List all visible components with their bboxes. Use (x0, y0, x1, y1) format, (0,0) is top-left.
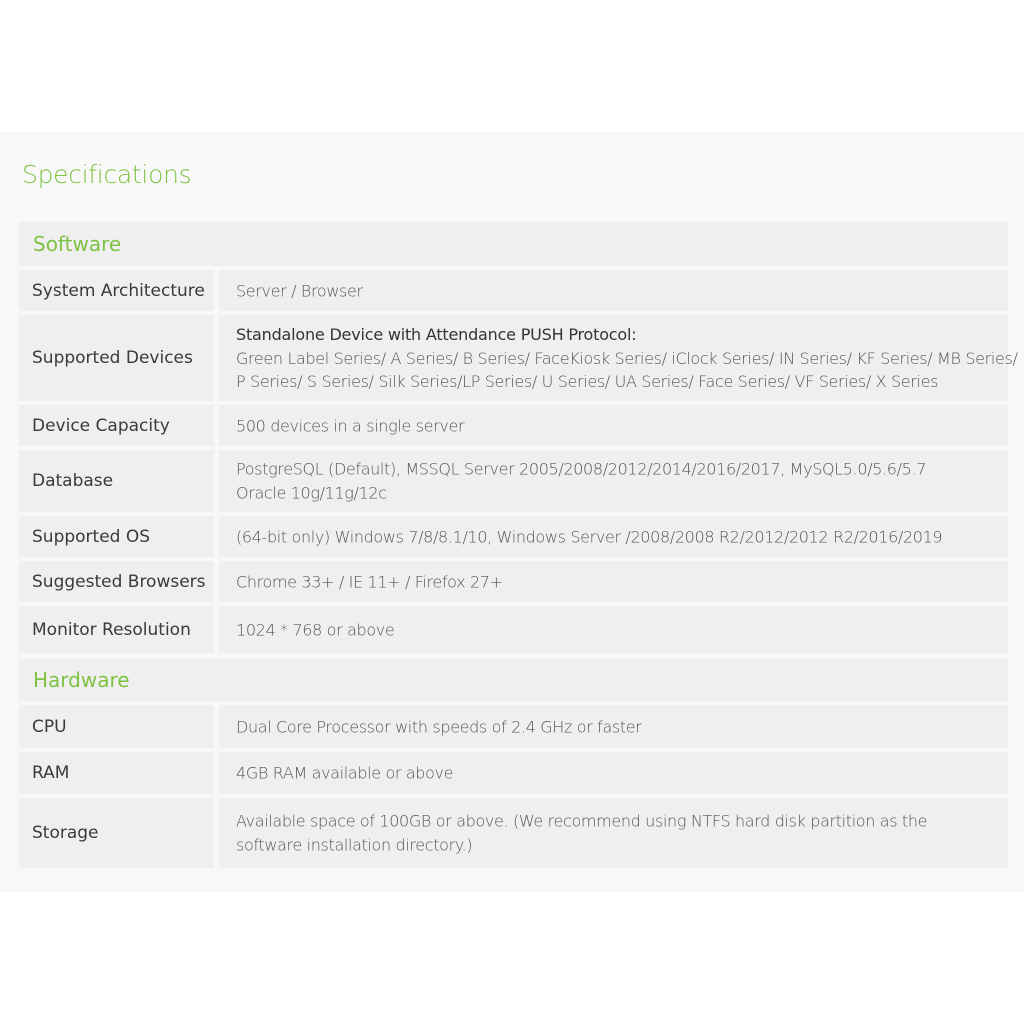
spec-value-heading: Standalone Device with Attendance PUSH Protocol: (236, 324, 637, 344)
spec-label-cell (19, 606, 214, 653)
spec-row-supported-devices (19, 315, 1018, 401)
spec-value-line: P Series/ S Series/ Silk Series/LP Series/ U Series/ UA Series/ Face Series/ VF Series/ X Series (236, 371, 939, 391)
spec-row-system-architecture (19, 270, 1008, 311)
spec-value-line: PostgreSQL (Default), MSSQL Server 2005/2008/2012/2014/2016/2017, MySQL5.0/5.6/5.7 (236, 459, 927, 479)
spec-label-cell (19, 405, 214, 446)
spec-value-line: Chrome 33+ / IE 11+ / Firefox 27+ (236, 571, 503, 591)
spec-value (236, 458, 926, 505)
spec-value-line: (64-bit only) Windows 7/8/8.1/10, Windows Server /2008/2008 R2/2012/2012 R2/2016/2019 (236, 526, 943, 546)
spec-value-line: Dual Core Processor with speeds of 2.4 GHz or faster (236, 716, 642, 736)
spec-value-cell (219, 516, 1008, 557)
spec-value-cell (219, 270, 1008, 311)
spec-label: RAM (32, 763, 70, 783)
spec-value (236, 715, 642, 739)
page-title: Specifications (22, 160, 192, 189)
spec-value-line: Server / Browser (236, 280, 363, 300)
spec-label-cell (19, 315, 214, 401)
spec-value-cell (219, 752, 1008, 794)
spec-row-cpu (19, 705, 1008, 748)
spec-value-line: 4GB RAM available or above (236, 763, 454, 783)
spec-label: Suggested Browsers (32, 571, 206, 592)
spec-value-cell (219, 561, 1008, 602)
section-header-hardware (19, 659, 1008, 701)
spec-label-cell (19, 798, 214, 868)
section-title: Hardware (33, 668, 130, 692)
spec-row-ram (19, 752, 1008, 794)
spec-label-cell (19, 450, 214, 512)
spec-row-storage (19, 798, 1008, 868)
spec-value (236, 525, 942, 549)
spec-label: Monitor Resolution (32, 619, 191, 640)
spec-value-line: Green Label Series/ A Series/ B Series/ FaceKiosk Series/ iClock Series/ IN Series/ KF Series/ MB Series/ (236, 348, 1018, 368)
spec-label: Database (32, 471, 114, 491)
spec-row-device-capacity (19, 405, 1008, 446)
spec-row-monitor-resolution (19, 606, 1008, 653)
spec-value-cell (219, 606, 1008, 653)
spec-value-cell (219, 798, 1008, 868)
spec-label: Supported Devices (32, 348, 193, 368)
spec-row-database (19, 450, 1008, 512)
spec-value-line: Available space of 100GB or above. (We recommend using NTFS hard disk partition as the (236, 811, 928, 831)
spec-label: Supported OS (32, 526, 151, 547)
spec-label-cell (19, 270, 214, 311)
spec-value-cell (219, 315, 1018, 401)
spec-label-cell (19, 705, 214, 748)
spec-label-cell (19, 561, 214, 602)
spec-value (236, 279, 363, 303)
spec-label-cell (19, 752, 214, 794)
spec-label: Storage (32, 823, 99, 843)
spec-row-suggested-browsers (19, 561, 1008, 602)
spec-value (236, 618, 394, 642)
spec-value (236, 570, 503, 594)
spec-label: CPU (32, 716, 67, 737)
spec-value (236, 810, 927, 857)
spec-value (236, 323, 1018, 394)
spec-row-supported-os (19, 516, 1008, 557)
spec-label-cell (19, 516, 214, 557)
spec-value-line: software installation directory.) (236, 835, 473, 854)
section-title: Software (33, 232, 122, 256)
spec-value-cell (219, 405, 1008, 446)
spec-value (236, 414, 464, 438)
spec-label: Device Capacity (32, 415, 170, 436)
spec-value-cell (219, 450, 1008, 512)
spec-value-line: Oracle 10g/11g/12c (236, 483, 387, 502)
spec-value-line: 1024 * 768 or above (236, 619, 395, 639)
spec-value (236, 761, 453, 785)
spec-value-line: 500 devices in a single server (236, 415, 465, 435)
spec-label: System Architecture (32, 280, 205, 301)
section-header-software (19, 222, 1008, 266)
spec-value-cell (219, 705, 1008, 748)
